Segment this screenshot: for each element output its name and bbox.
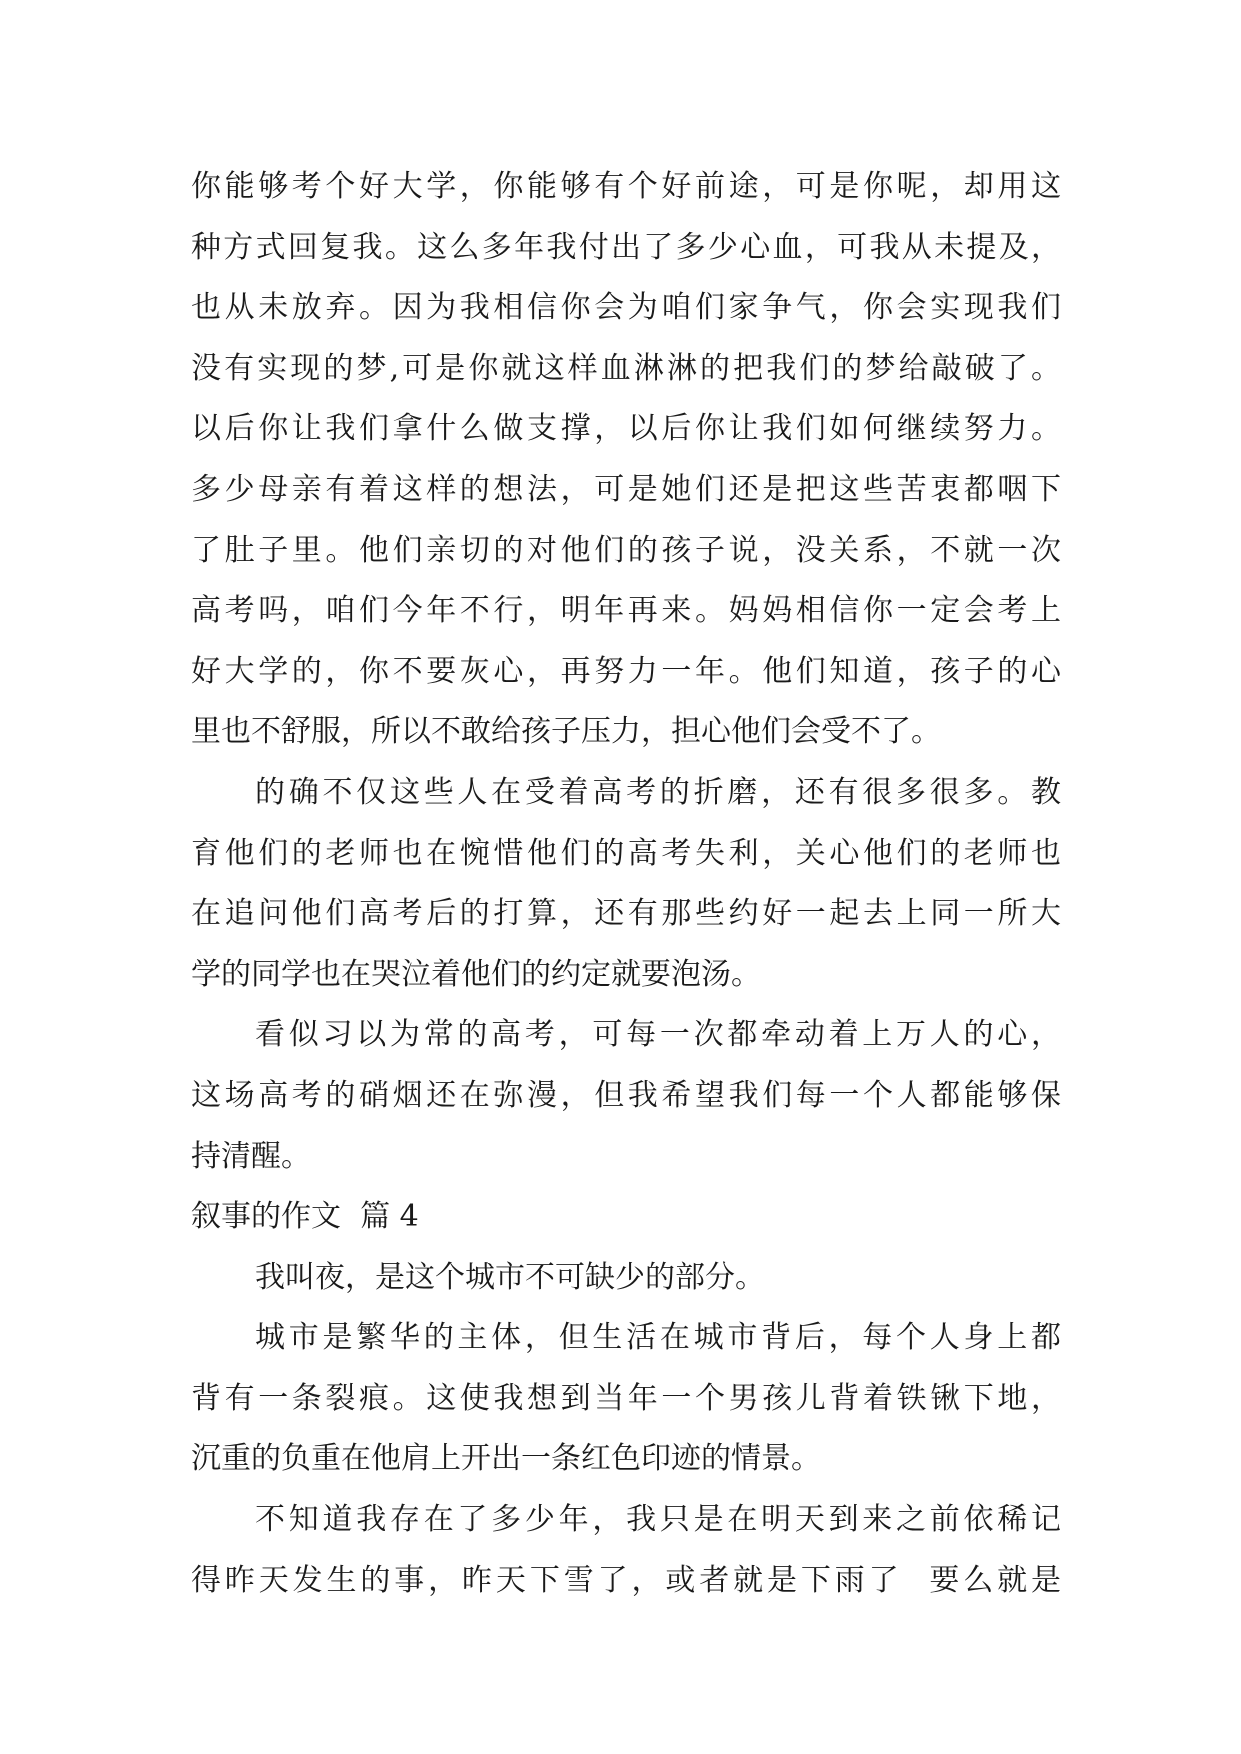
text-line: 得昨天发生的事，昨天下雪了，或者就是下雨了 要么就是 bbox=[191, 1562, 1061, 1598]
text-line: 这场高考的硝烟还在弥漫，但我希望我们每一个人都能够保 bbox=[191, 1077, 1061, 1113]
text-line: 以后你让我们拿什么做支撑，以后你让我们如何继续努力。 bbox=[191, 411, 1061, 447]
text-line: 了肚子里。他们亲切的对他们的孩子说，没关系，不就一次 bbox=[191, 532, 1061, 568]
text-line: 没有实现的梦,可是你就这样血淋淋的把我们的梦给敲破了。 bbox=[191, 350, 1061, 386]
text-line: 种方式回复我。这么多年我付出了多少心血，可我从未提及， bbox=[191, 229, 1061, 265]
text-line: 也从未放弃。因为我相信你会为咱们家争气，你会实现我们 bbox=[191, 290, 1061, 326]
paragraph-first-line: 我叫夜，是这个城市不可缺少的部分。 bbox=[255, 1259, 765, 1295]
paragraph-first-line: 城市是繁华的主体，但生活在城市背后，每个人身上都 bbox=[255, 1320, 1061, 1356]
text-line: 好大学的，你不要灰心，再努力一年。他们知道，孩子的心 bbox=[191, 653, 1061, 689]
text-line: 你能够考个好大学，你能够有个好前途，可是你呢，却用这 bbox=[191, 169, 1061, 204]
body-text bbox=[191, 157, 1061, 1611]
text-line: 多少母亲有着这样的想法，可是她们还是把这些苦衷都咽下 bbox=[191, 471, 1061, 507]
text-line: 学的同学也在哭泣着他们的约定就要泡汤。 bbox=[191, 956, 761, 992]
text-line: 背有一条裂痕。这使我想到当年一个男孩儿背着铁锹下地， bbox=[191, 1380, 1061, 1416]
text-line: 高考吗，咱们今年不行，明年再来。妈妈相信你一定会考上 bbox=[191, 593, 1061, 629]
section-heading: 叙事的作文 篇 4 bbox=[191, 1199, 419, 1235]
text-line: 育他们的老师也在惋惜他们的高考失利，关心他们的老师也 bbox=[191, 835, 1061, 871]
text-line: 里也不舒服，所以不敢给孩子压力，担心他们会受不了。 bbox=[191, 714, 941, 750]
paragraph-first-line: 看似习以为常的高考，可每一次都牵动着上万人的心， bbox=[255, 1017, 1061, 1053]
paragraph-first-line: 不知道我存在了多少年，我只是在明天到来之前依稀记 bbox=[255, 1502, 1061, 1538]
paragraph-first-line: 的确不仅这些人在受着高考的折磨，还有很多很多。教 bbox=[255, 774, 1061, 810]
text-line: 在追问他们高考后的打算，还有那些约好一起去上同一所大 bbox=[191, 896, 1061, 932]
text-line: 沉重的负重在他肩上开出一条红色印迹的情景。 bbox=[191, 1441, 821, 1477]
text-line: 持清醒。 bbox=[191, 1138, 311, 1174]
